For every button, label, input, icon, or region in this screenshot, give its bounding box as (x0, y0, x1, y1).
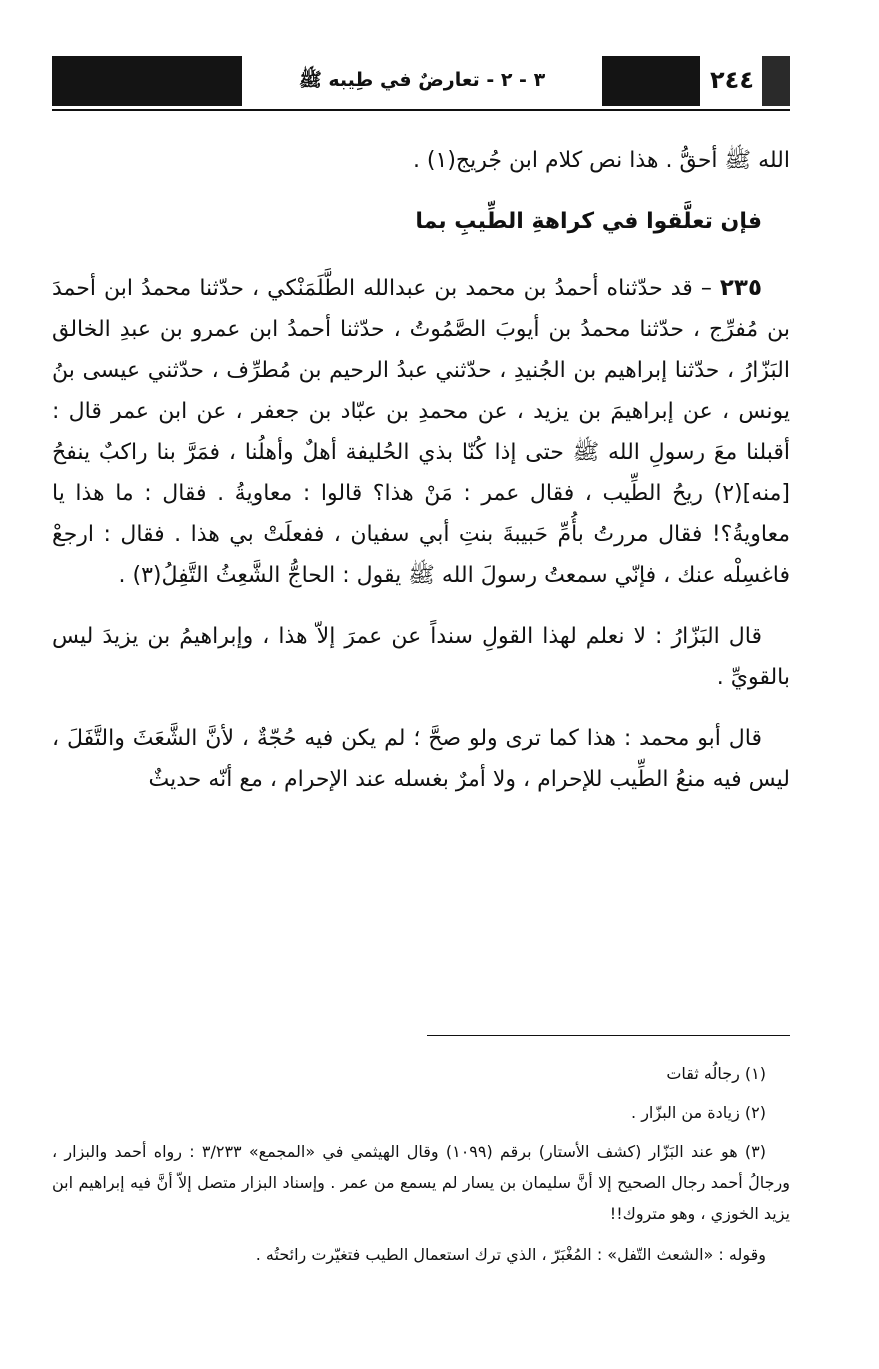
header-black-bar-left (52, 56, 242, 106)
footnote-2: (٢) زيادة من البزّار . (631, 1103, 766, 1122)
footnotes (52, 1058, 790, 1278)
header-black-bar-right (602, 56, 700, 106)
footnote-1: (١) رجالُه ثقات (666, 1064, 766, 1083)
footnote-note: وقوله : «الشعث التّفل» : المُغْبَرّ ، الذي ترك استعمال الطيب فتغيّرت رائحتُه . (255, 1245, 766, 1264)
hadith-text: – قد حدّثناه أحمدُ بن محمد بن عبدالله الطَّلَمَنْكي ، حدّثنا محمدُ ابن أحمدَ بن مُفرِّج ، حدّثنا محمدُ بن أيوبَ الصَّمُوتُ ، حدّثنا أحمدُ ابن عمرو بن عبدِ الخالق البَزّارُ ، حدّثنا إبراهيم بن الجُنيدِ ، حدّثني عبدُ الرحيم بن مُطرِّف ، حدّثني عيسى بنُ يونس ، عن إبراهيمَ بن يزيد ، عن محمدِ بن عبّاد بن جعفر ، عن ابن عمر قال : أقبلنا معَ رسولِ الله ﷺ حتى إذا كُنّا بذي الحُليفة أهلٌ وأهلُنا ، فمَرَّ بنا راكبٌ ينفحُ [منه](٢) ريحُ الطِّيب ، فقال عمر : مَنْ هذا؟ قالوا : معاويةُ . فقال : ما هذا يا معاويةُ؟! فقال مررتُ بأُمِّ حَبيبةَ بنتِ أبي سفيان ، ففعلَتْ بي هذا . فقال : ارجعْ فاغسِلْه عنك ، فإنّي سمعتُ رسولَ الله ﷺ يقول : الحاجُّ الشَّعِثُ التَّفِلُ(٣) . (52, 276, 790, 588)
paragraph-bazzar: قال البَزّارُ : لا نعلم لهذا القولِ سنداً عن عمرَ إلاّ هذا ، وإبراهيمُ بن يزيدَ ليس بالقويِّ . (52, 624, 790, 690)
footnote-3: (٣) هو عند البَزّار (كشف الأستار) برقم (١٠٩٩) وقال الهيثمي في «المجمع» ٣/٢٣٣ : رواه أحمد والبزار ، ورجالُ أحمد رجال الصحيح إلا أنَّ سليمان بن يسار لم يسمع من عمر . وإسناد البزار متصل إلاّ أنَّ فيه إبراهيم ابن يزيد الخوزي ، وهو متروك!! (52, 1142, 790, 1223)
running-title: ٣ - ٢ - تعارضٌ في طِيبه ﷺ (298, 69, 546, 91)
footnote-rule (427, 1035, 790, 1036)
running-header (52, 56, 790, 106)
hadith-paragraph (52, 268, 790, 596)
header-rule (52, 109, 790, 111)
paragraph-abu-muhammad: قال أبو محمد : هذا كما ترى ولو صحَّ ؛ لم يكن فيه حُجّةٌ ، لأنَّ الشَّعَثَ والتَّفَلَ ، ليس فيه منعُ الطِّيب للإحرام ، ولا أمرٌ بغسله عند الإحرام ، مع أنّه حديثٌ (52, 726, 790, 792)
main-text (52, 140, 790, 820)
section-subheading: فإن تعلَّقوا في كراهةِ الطِّيبِ بما (415, 209, 762, 234)
hadith-number: ٢٣٥ (719, 275, 762, 301)
paragraph-intro: الله ﷺ أحقُّ . هذا نص كلام ابن جُريج(١) . (412, 148, 790, 173)
page-number: ٢٤٤ (710, 66, 754, 94)
header-edge-bar (762, 56, 790, 106)
